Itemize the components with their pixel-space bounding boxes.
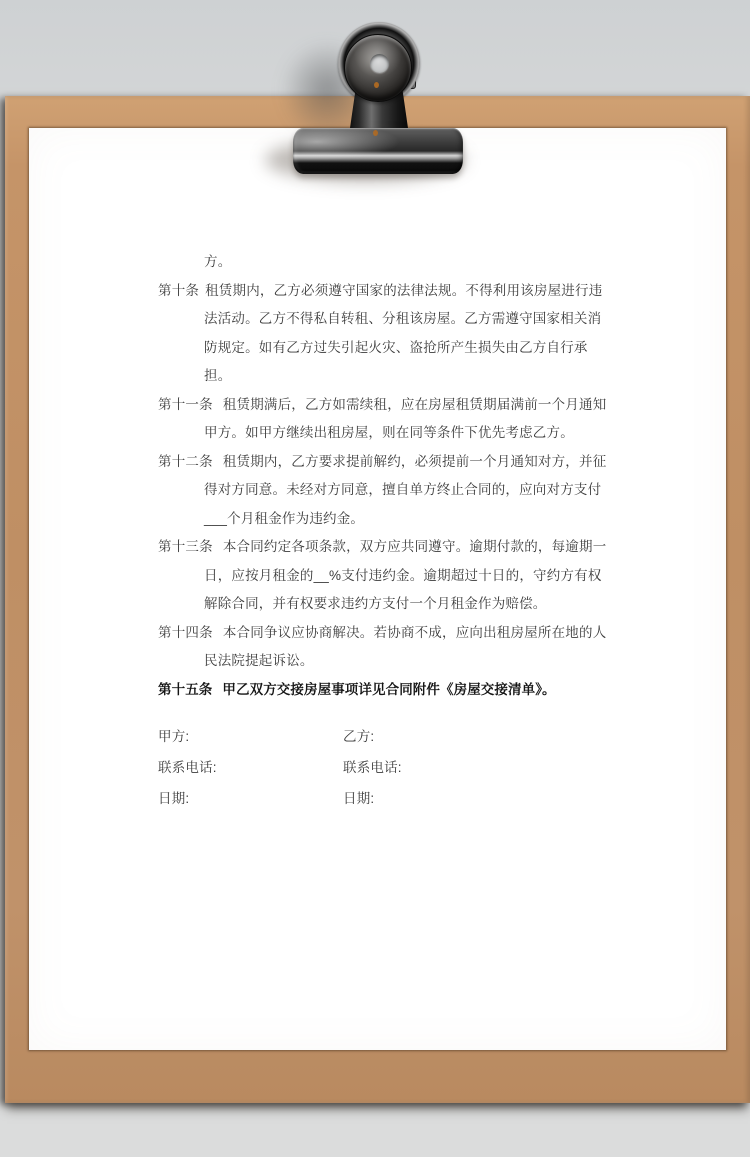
article-number: 第十二条 bbox=[158, 453, 213, 469]
party-b-name-label: 乙方: bbox=[343, 729, 375, 744]
party-a-phone-label: 联系电话: bbox=[158, 760, 217, 775]
contract-article-15 bbox=[158, 676, 610, 705]
contract-continuation-line bbox=[158, 248, 610, 277]
contract-article-14 bbox=[158, 619, 610, 676]
article-text: 租赁期内，乙方要求提前解约，必须提前一个月通知对方，并征得对方同意。未经对方同意，擅自单方终止合同的，应向对方支付___个月租金作为违约金。 bbox=[204, 453, 607, 526]
contract-article-10 bbox=[158, 277, 610, 391]
continuation-text: 方。 bbox=[204, 254, 232, 269]
article-number: 第十三条 bbox=[158, 539, 213, 554]
binder-clip-icon bbox=[255, 10, 485, 185]
clip-reflection-dot bbox=[374, 82, 379, 88]
party-b-date-label: 日期: bbox=[343, 791, 375, 806]
contract-article-13 bbox=[158, 533, 610, 619]
contract-article-12 bbox=[158, 448, 610, 534]
article-text: 租赁期满后，乙方如需续租，应在房屋租赁期届满前一个月通知甲方。如甲方继续出租房屋，则在同等条件下优先考虑乙方。 bbox=[204, 396, 607, 440]
clip-hole-icon bbox=[370, 54, 389, 73]
signature-block bbox=[158, 721, 610, 814]
clip-reflection-dot bbox=[373, 130, 378, 136]
article-text: 租赁期内，乙方必须遵守国家的法律法规。不得利用该房屋进行违法活动。乙方不得私自转租、分租该房屋。乙方需遵守国家相关消防规定。如有乙方过失引起火灾、盗抢所产生损失由乙方自行承担。 bbox=[204, 282, 603, 383]
clip-lever-bar-icon bbox=[293, 128, 463, 174]
contract-paper bbox=[29, 128, 726, 1050]
article-number: 第十四条 bbox=[158, 624, 213, 640]
article-text: 甲乙双方交接房屋事项详见合同附件《房屋交接清单》。 bbox=[222, 681, 556, 697]
article-number: 第十条 bbox=[158, 282, 200, 298]
party-b-phone-label: 联系电话: bbox=[343, 760, 402, 775]
contract-body bbox=[158, 248, 610, 814]
article-text: 本合同约定各项条款，双方应共同遵守。逾期付款的，每逾期一日，应按月租金的__%支付违约金。逾期超过十日的，守约方有权解除合同，并有权要求违约方支付一个月租金作为赔偿。 bbox=[204, 539, 607, 611]
article-number: 第十一条 bbox=[158, 396, 213, 412]
article-text: 本合同争议应协商解决。若协商不成，应向出租房屋所在地的人民法院提起诉讼。 bbox=[204, 624, 607, 668]
party-a-name-label: 甲方: bbox=[158, 729, 190, 744]
clip-knob-icon bbox=[344, 34, 412, 102]
article-number: 第十五条 bbox=[158, 681, 213, 697]
party-a-date-label: 日期: bbox=[158, 791, 190, 806]
contract-article-11 bbox=[158, 391, 610, 448]
